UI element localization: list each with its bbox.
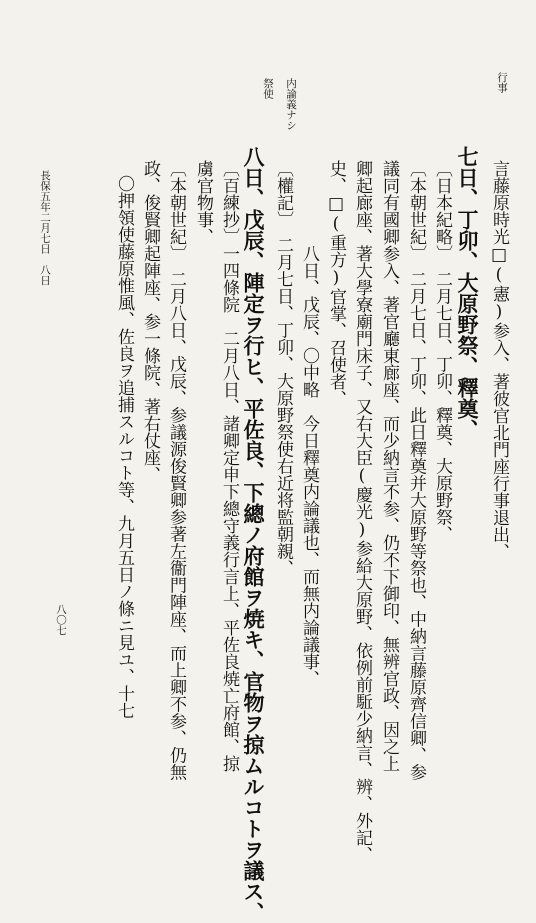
text-column-6: 卿起廊座、著大學寮廟門床子、又右大臣(慶光)参給大原野、依例前駈少納言、辨、外記、 [352, 160, 372, 863]
citation-honcho-seiki-2: 〔本朝世紀〕 二月八日、戊辰、参議源俊賢卿参著左衞門陣座、而上卿不参、仍無 [166, 160, 186, 781]
text-column-8: 八日、戊辰、〇中略 今日釋奠内論議也、而無内論議事、 [299, 245, 319, 687]
text-column-1: 言藤原時光□(憲)参入、著彼官北門座行事退出、 [489, 160, 509, 560]
entry-heading-day-8: 八日、戊辰、陣定ヲ行ヒ、平佐良、下總ノ府館ヲ焼キ、官物ヲ掠ムルコトヲ議ス、 [241, 146, 266, 923]
text-column-5: 議同有國卿参入、著官廳東廊座、而少納言不参、仍不下御印、無辨官政、因之上 [379, 160, 399, 772]
text-column-15: 〇押領使藤原惟風、佐良ヲ追捕スルコト等、九月五日ノ條ニ見ユ、十七 [114, 175, 134, 719]
citation-hyakurensho: 〔百練抄〕一四條院 二月八日、諸卿定申下總守義行言上、平佐良焼亡府館、掠 [219, 160, 239, 772]
page-number: 八〇七 [55, 604, 67, 636]
citation-nihon-kiryaku: 〔日本紀略〕 二月七日、丁卯、釋奠、大原野祭、 [432, 160, 452, 543]
text-column-12: 虜官物事、 [193, 160, 213, 245]
footer-date: 長保五年二月七日 八日 [39, 170, 51, 286]
running-head-section: 行事 [496, 72, 508, 93]
text-column-14: 政、俊賢卿起陣座、参一條院、著右仗座、 [140, 160, 160, 483]
citation-honcho-seiki-1: 〔本朝世紀〕 二月七日、丁卯、此日釋奠并大原野等祭也、中納言藤原齊信卿、参 [406, 160, 426, 781]
citation-gonki: 〔權記〕 二月七日、丁卯、大原野祭使右近将監朝親、 [273, 160, 293, 577]
margin-note-inner-debate: 内論義ナシ [285, 78, 297, 131]
margin-note-envoy: 祭使 [262, 78, 274, 99]
entry-heading-day-7: 七日、丁卯、大原野祭、釋奠、 [455, 146, 480, 440]
text-column-7: 史、□(重方)官掌、召使者、 [326, 160, 346, 407]
